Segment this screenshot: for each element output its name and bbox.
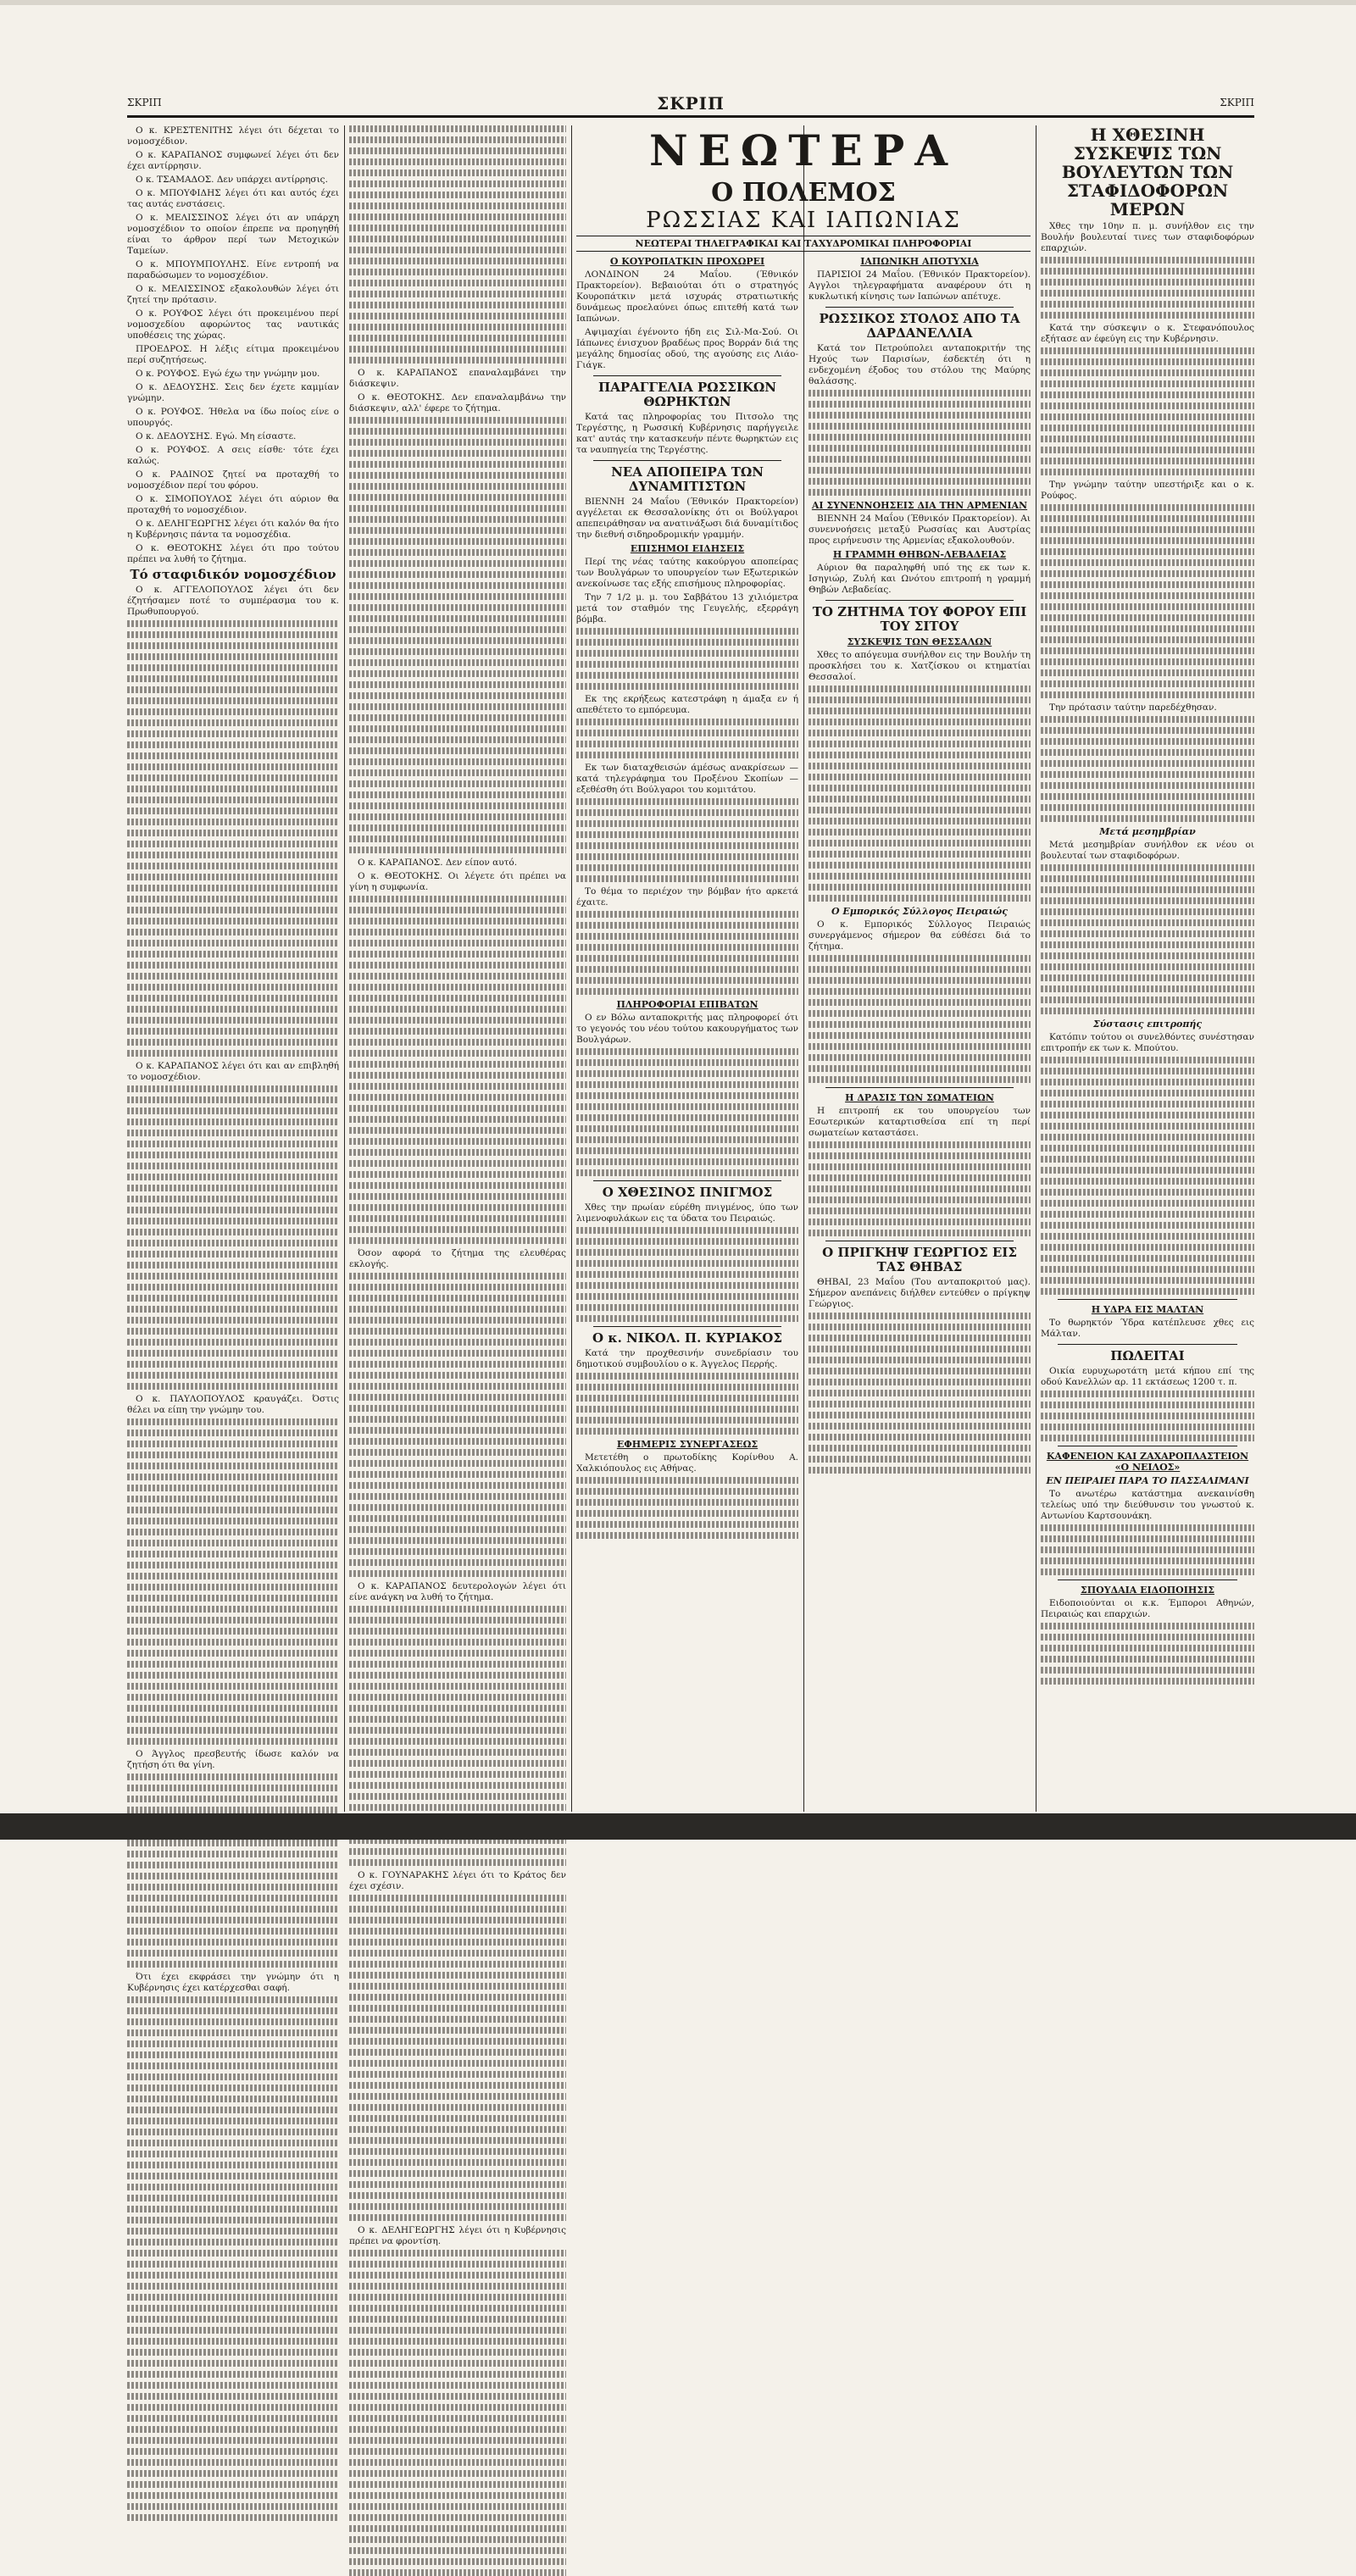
section-subheading: ΕΝ ΠΕΙΡΑΙΕΙ ΠΑΡΑ ΤΟ ΠΑΣΣΑΛΙΜΑΝΙ xyxy=(1046,1475,1249,1486)
paragraph: Ο κ. ΘΕΟΤΟΚΗΣ λέγει ότι προ τούτου πρέπει να λυθή το ζήτημα. xyxy=(127,543,339,564)
paragraph: Εκ της εκρήξεως κατεστράφη η άμαξα εν ή απεθέτετο το εμπόρευμα. xyxy=(576,694,798,715)
scan-edge-bottom xyxy=(0,1813,1356,1840)
paragraph: Ο κ. ΜΕΛΙΣΣΙΝΟΣ εξακολουθών λέγει ότι ζητεί την πρότασιν. xyxy=(127,284,339,305)
column-divider xyxy=(571,125,572,1812)
text-block xyxy=(1041,1623,1254,1685)
text-block xyxy=(809,1141,1031,1236)
text-block xyxy=(349,896,566,1244)
paragraph: ΛΟΝΔΙΝΟΝ 24 Μαΐου. (Έθνικόν Πρακτορείον). Βεβαιούται ότι ο στρατηγός Κουροπάτκιν μετά ισχυράς στρατιωτικής δυνάμεως προελαύνει όπως επιτεθή κατά των Ιαπώνων. xyxy=(576,269,798,324)
text-block xyxy=(576,1373,798,1435)
paragraph: Ο κ. ΚΡΕΣΤΕΝΙΤΗΣ λέγει ότι δέχεται το νομοσχέδιον. xyxy=(127,125,339,147)
text-block xyxy=(1041,1391,1254,1441)
text-block xyxy=(349,125,566,364)
newspaper-page xyxy=(127,92,1254,2246)
paragraph: Μετετέθη ο πρωτοδίκης Κορίνθου Α. Χαλκιόπουλος εις Αθήνας. xyxy=(576,1452,798,1474)
paragraph: Οικία ευρυχωροτάτη μετά κήπου επί της οδού Κανελλών αρ. 11 εκτάσεως 1200 τ. π. xyxy=(1041,1366,1254,1387)
paragraph: Ο κ. ΜΠΟΥΜΠΟΥΛΗΣ. Είνε εντροπή να παραδώσωμεν το νομοσχέδιον. xyxy=(127,259,339,280)
text-block xyxy=(127,1774,339,1968)
section-heading: Η ΥΔΡΑ ΕΙΣ ΜΑΛΤΑΝ xyxy=(1091,1304,1204,1315)
column-divider xyxy=(344,125,345,1812)
section-heading: Η ΔΡΑΣΙΣ ΤΩΝ ΣΩΜΑΤΕΙΩΝ xyxy=(845,1092,994,1103)
paragraph: Ο κ. ΚΑΡΑΠΑΝΟΣ. Δεν είπον αυτό. xyxy=(358,858,518,868)
text-block xyxy=(127,1996,339,2521)
paragraph: Την γνώμην ταύτην υπεστήριξε και ο κ. Ρούφος. xyxy=(1041,480,1254,501)
paragraph: ΠΑΡΙΣΙΟΙ 24 Μαΐου. (Έθνικόν Πρακτορείον). Αγγλοι τηλεγραφήματα αναφέρουν ότι η κυκλωτική κίνησις των Ιαπώνων απέτυχε. xyxy=(809,269,1031,302)
masthead-right: ΣΚΡΙΠ xyxy=(1220,97,1254,108)
masthead xyxy=(127,92,1254,118)
paragraph: Ότι έχει εκφράσει την γνώμην ότι η Κυβέρνησις έχει κατέρχεσθαι σαφή. xyxy=(127,1972,339,1993)
section-heading: Ο κ. ΝΙΚΟΛ. Π. ΚΥΡΙΑΚΟΣ xyxy=(592,1330,782,1346)
paragraph: Το θωρηκτόν Ύδρα κατέπλευσε χθες εις Μάλταν. xyxy=(1041,1318,1254,1339)
paragraph: Εκ των διαταχθεισών άμέσως ανακρίσεων — κατά τηλεγράφημα του Προξένου Σκοπίων — εξεθέσθη ότι Βούλγαροι του κομιτάτου. xyxy=(576,763,798,795)
paragraph: Μετά μεσημβρίαν συνήλθον εκ νέου οι βουλευταί των σταφιδοφόρων. xyxy=(1041,840,1254,861)
text-block xyxy=(1041,1524,1254,1575)
section-heading: ΠΑΡΑΓΓΕΛΙΑ ΡΩΣΣΙΚΩΝ ΘΩΡΗΚΤΩΝ xyxy=(598,380,776,409)
text-block xyxy=(809,955,1031,1083)
column-2 xyxy=(349,125,566,2246)
paragraph: Ο κ. ΔΕΔΟΥΣΗΣ. Εγώ. Μη είσαστε. xyxy=(136,431,297,441)
text-block xyxy=(349,417,566,853)
paragraph: Ο κ. ΔΕΛΗΓΕΩΡΓΗΣ λέγει ότι καλόν θα ήτο η Κυβέρνησις πάντα τα νομοσχέδια. xyxy=(127,519,339,540)
section-heading: Σύστασις επιτροπής xyxy=(1092,1019,1203,1030)
paragraph: Την πρότασιν ταύτην παρεδέχθησαν. xyxy=(1049,702,1217,713)
paragraph: Η επιτροπή εκ του υπουργείου των Εσωτερικών καταρτισθείσα επί τη περί σωματείων καταστάσει. xyxy=(809,1106,1031,1138)
paragraph: Ο κ. ΡΑΔΙΝΟΣ ζητεί να προταχθή το νομοσχέδιον περί του φόρου. xyxy=(127,469,339,491)
paragraph: Κατόπιν τούτου οι συνελθόντες συνέστησαν επιτροπήν εκ των κ. Μπούτου. xyxy=(1041,1032,1254,1053)
column-1 xyxy=(127,125,339,1993)
paragraph: ΘΗΒΑΙ, 23 Μαΐου (Του ανταποκριτού μας). Σήμερον ανεπάνεις διήλθεν εντεύθεν ο πρίγκηψ Γεώργιος. xyxy=(809,1277,1031,1309)
section-heading: ΙΑΠΩΝΙΚΗ ΑΠΟΤΥΧΙΑ xyxy=(860,256,979,267)
war-heading-line1: Ο ΠΟΛΕΜΟΣ xyxy=(711,178,896,208)
paragraph: Ο κ. ΑΓΓΕΛΟΠΟΥΛΟΣ λέγει ότι δεν έζητήσαμεν ποτέ το συμπέρασμα του κ. Πρωθυπουργού. xyxy=(127,585,339,617)
section-heading: Ο ΚΟΥΡΟΠΑΤΚΙΝ ΠΡΟΧΩΡΕΙ xyxy=(609,256,765,267)
text-block xyxy=(576,1048,798,1176)
text-block xyxy=(809,686,1031,902)
text-block xyxy=(127,1418,339,1745)
paragraph: Αψιμαχίαι έγένοντο ήδη εις Σιλ-Μα-Σού. Οι Ιάπωνες ένισχυον βραδέως προς Βορράν διά της μεγάλης δημοσίας οδού, της αγούσης εις Λιάο-Γιάγκ. xyxy=(576,327,798,370)
section-heading: Μετά μεσημβρίαν xyxy=(1099,826,1196,837)
text-block xyxy=(576,1477,798,1539)
paragraph: Ο κ. ΜΕΛΙΣΣΙΝΟΣ λέγει ότι αν υπάρχη νομοσχέδιον το οποίον έπρεπε να προηγηθή είναι το άρθρον περί των Μετοχικών Ταμείων. xyxy=(127,213,339,256)
paragraph: Το θέμα το περιέχον την βόμβαν ήτο αρκετά έχαιτε. xyxy=(576,886,798,908)
paragraph: Ο Άγγλος πρεσβευτής ίδωσε καλόν να ζητήση ότι θα γίνη. xyxy=(127,1749,339,1770)
column-4 xyxy=(809,256,1031,1812)
paragraph: Κατά την προχθεσινήν συνεδρίασιν του δημοτικού συμβουλίου ο κ. Άγγελος Περρής. xyxy=(576,1348,798,1369)
paragraph: Χθες το απόγευμα συνήλθον εις την Βουλήν τη προσκλήσει του κ. Χατζίσκου οι κτηματίαι Θεσσαλοί. xyxy=(809,650,1031,682)
paragraph: Χθες την 10ην π. μ. συνήλθον εις την Βουλήν βουλευταί τινες των σταφιδοφόρων επαρχιών. xyxy=(1041,221,1254,253)
section-heading: Τό σταφιδικόν νομοσχέδιον xyxy=(130,567,336,582)
paragraph: ΒΙΕΝΝΗ 24 Μαΐου (Έθνικόν Πρακτορείον) αγγέλεται εκ Θεσσαλονίκης ότι οι Βούλγαροι απεπειράθησαν να ανατινάξωσι διά δυναμίτιδος την διεθνή σιδηροδρομικήν γραμμήν. xyxy=(576,497,798,540)
text-block xyxy=(349,2250,566,2576)
paragraph: Όσον αφορά το ζήτημα της ελευθέρας εκλογής. xyxy=(349,1248,566,1269)
text-block xyxy=(576,628,798,690)
paragraph: Ο κ. ΘΕΟΤΟΚΗΣ. Οι λέγετε ότι πρέπει να γίνη η συμφωνία. xyxy=(349,871,566,892)
section-heading: ΣΠΟΥΔΑΙΑ ΕΙΔΟΠΟΙΗΣΙΣ xyxy=(1080,1585,1215,1596)
paragraph: Ο κ. ΣΙΜΟΠΟΥΛΟΣ λέγει ότι αύριον θα προταχθή το νομοσχέδιον. xyxy=(127,494,339,515)
text-block xyxy=(127,620,339,1057)
column-3 xyxy=(576,256,798,1812)
neotera-banner: ΝΕΩΤΕΡΑ xyxy=(648,125,959,175)
section-heading: Ο Εμπορικός Σύλλογος Πειραιώς xyxy=(831,906,1008,917)
section-heading: ΡΩΣΣΙΚΟΣ ΣΤΟΛΟΣ ΑΠΟ ΤΑ ΔΑΡΔΑΝΕΛΛΙΑ xyxy=(819,311,1020,341)
section-heading: ΕΦΗΜΕΡΙΣ ΣΥΝΕΡΓΑΣΕΩΣ xyxy=(616,1439,759,1450)
text-block xyxy=(809,1313,1031,1474)
paragraph: Κατά την σύσκεψιν ο κ. Στεφανόπουλος εξήτασε αν έφεύγη εις την Κυβέρνησιν. xyxy=(1041,323,1254,344)
text-block xyxy=(1041,864,1254,1014)
paragraph: Ο κ. ΘΕΟΤΟΚΗΣ. Δεν επαναλαμβάνω την διάσκεψιν, αλλ' έφερε το ζήτημα. xyxy=(349,392,566,414)
text-block xyxy=(1041,1057,1254,1295)
paragraph: Περί της νέας ταύτης κακούργου αποπείρας των Βουλγάρων το υπουργείον των Εξωτερικών ανεκοίνωσε τας εξής επισήμους πληροφορίας. xyxy=(576,557,798,589)
section-heading: ΕΠΙΣΗΜΟΙ ΕΙΔΗΣΕΙΣ xyxy=(630,543,745,554)
paragraph: Ο κ. ΜΠΟΥΦΙΔΗΣ λέγει ότι και αυτός έχει τας αυτάς ενστάσεις. xyxy=(127,188,339,209)
text-block xyxy=(127,1085,339,1390)
paragraph: Ο κ. ΡΟΥΦΟΣ. Εγώ έχω την γνώμην μου. xyxy=(136,369,320,379)
paragraph: Ο κ. ΚΑΡΑΠΑΝΟΣ λέγει ότι και αν επιβληθή το νομοσχέδιον. xyxy=(127,1061,339,1082)
paragraph: ΠΡΟΕΔΡΟΣ. Η λέξις είτιμα προκειμένου περί συζητήσεως. xyxy=(127,344,339,365)
paragraph: Ο κ. ΔΕΔΟΥΣΗΣ. Σεις δεν έχετε καμμίαν γνώμην. xyxy=(127,382,339,403)
paragraph: Ο κ. ΤΣΑΜΑΔΟΣ. Δεν υπάρχει αντίρρησις. xyxy=(136,175,328,185)
paragraph: Ο κ. Εμπορικός Σύλλογος Πειραιώς συνεργάμενος σήμερον θα εύθέσει διά το ζήτημα. xyxy=(809,919,1031,952)
column-5 xyxy=(1041,125,1254,1812)
paragraph: Ο εν Βόλω ανταποκριτής μας πληροφορεί ότι το γεγονός του νέου τούτου κακουργήματος των Βουλγάρων. xyxy=(576,1013,798,1045)
paragraph: Ο κ. ΡΟΥΦΟΣ. Α σεις είσθε· τότε έχει καλώς. xyxy=(127,445,339,466)
paragraph: Ο κ. ΡΟΥΦΟΣ λέγει ότι προκειμένου περί νομοσχεδίου αφορώντος τας ναυτικάς υποθέσεις της χώρας. xyxy=(127,308,339,341)
paragraph: Ο κ. ΚΑΡΑΠΑΝΟΣ συμφωνεί λέγει ότι δεν έχει αντίρρησιν. xyxy=(127,150,339,171)
text-block xyxy=(1041,716,1254,822)
paragraph: Την 7 1/2 μ. μ. του Σαββάτου 13 χιλιόμετρα μετά τον σταθμόν της Γευγελής, εξερράγη βόμβα. xyxy=(576,592,798,625)
section-heading: Ο ΧΘΕΣΙΝΟΣ ΠΝΙΓΜΟΣ xyxy=(602,1185,773,1200)
section-heading: ΚΑΦΕΝΕΙΟΝ ΚΑΙ ΖΑΧΑΡΟΠΛΑΣΤΕΙΟΝ «Ο ΝΕΙΛΟΣ» xyxy=(1046,1451,1249,1473)
section-heading: Η ΧΘΕΣΙΝΗ ΣΥΣΚΕΨΙΣ ΤΩΝ ΒΟΥΛΕΥΤΩΝ ΤΩΝ ΣΤΑΦΙΔΟΦΟΡΩΝ ΜΕΡΩΝ xyxy=(1061,125,1234,219)
column-divider xyxy=(803,125,804,1812)
section-heading: Ο ΠΡΙΓΚΗΨ ΓΕΩΡΓΙΟΣ ΕΙΣ ΤΑΣ ΘΗΒΑΣ xyxy=(822,1245,1017,1274)
paragraph: Ο κ. ΔΕΛΗΓΕΩΡΓΗΣ λέγει ότι η Κυβέρνησις πρέπει να φροντίση. xyxy=(349,2225,566,2246)
text-block xyxy=(1041,504,1254,698)
paragraph: Ο κ. ΡΟΥΦΟΣ. Ήθελα να ίδω ποίος είνε ο υπουργός. xyxy=(127,407,339,428)
section-subheading: ΣΥΣΚΕΨΙΣ ΤΩΝ ΘΕΣΣΑΛΩΝ xyxy=(847,636,992,647)
text-block xyxy=(1041,347,1254,475)
section-heading: ΠΩΛΕΙΤΑΙ xyxy=(1110,1348,1185,1363)
text-block xyxy=(576,798,798,882)
paragraph: Χθες την πρωίαν εύρέθη πνιγμένος, ύπο των λιμενοφυλάκων εις τα ύδατα του Πειραιώς. xyxy=(576,1202,798,1224)
section-heading: ΑΙ ΣΥΝΕΝΝΟΗΣΕΙΣ ΔΙΑ ΤΗΝ ΑΡΜΕΝΙΑΝ xyxy=(811,500,1028,511)
paragraph: Το ανωτέρω κατάστημα ανεκαινίσθη τελείως υπό την διεύθυνσιν του γνωστού κ. Αντωνίου Καρτσουνάκη. xyxy=(1041,1489,1254,1521)
text-block xyxy=(809,390,1031,496)
section-heading: ΝΕΑ ΑΠΟΠΕΙΡΑ ΤΩΝ ΔΥΝΑΜΙΤΙΣΤΩΝ xyxy=(611,464,764,494)
paragraph: Ο κ. ΠΑΥΛΟΠΟΥΛΟΣ κραυγάζει. Όστις θέλει να είπη την γνώμην του. xyxy=(127,1394,339,1415)
section-heading: ΤΟ ΖΗΤΗΜΑ ΤΟΥ ΦΟΡΟΥ ΕΠΙ ΤΟΥ ΣΙΤΟΥ xyxy=(812,604,1027,634)
paragraph: Ειδοποιούνται οι κ.κ. Έμποροι Αθηνών, Πειραιώς και επαρχιών. xyxy=(1041,1598,1254,1619)
paragraph: Ο κ. ΓΟΥΝΑΡΑΚΗΣ λέγει ότι το Κράτος δεν έχει σχέσιν. xyxy=(349,1870,566,1891)
paragraph: Ο κ. ΚΑΡΑΠΑΝΟΣ δευτερολογών λέγει ότι είνε ανάγκη να λυθή το ζήτημα. xyxy=(349,1581,566,1602)
masthead-title: ΣΚΡΙΠ xyxy=(657,93,725,114)
section-heading: Η ΓΡΑΜΜΗ ΘΗΒΩΝ-ΛΕΒΑΔΕΙΑΣ xyxy=(832,549,1007,560)
scan-edge-top xyxy=(0,0,1356,5)
paragraph: Κατά τας πληροφορίας του Πιτσολο της Τεργέστης, η Ρωσσική Κυβέρνησις παρήγγειλε κατ' αυτάς την κατασκευήν πέντε θωρηκτών εις τα ναυπηγεία της Τεργέστης. xyxy=(576,412,798,455)
paragraph: ΒΙΕΝΝΗ 24 Μαΐου (Έθνικόν Πρακτορείον). Αι συνεννοήσεις μεταξύ Ρωσσίας και Αυστρίας προς ειρήνευσιν της Αρμενίας εξακολουθούν. xyxy=(809,514,1031,546)
text-block xyxy=(576,719,798,758)
war-subheading: ΝΕΩΤΕΡΑΙ ΤΗΛΕΓΡΑΦΙΚΑΙ ΚΑΙ ΤΑΧΥΔΡΟΜΙΚΑΙ ΠΛΗΡΟΦΟΡΙΑΙ xyxy=(576,236,1031,252)
masthead-left: ΣΚΡΙΠ xyxy=(127,97,162,108)
war-heading-line2: ΡΩΣΣΙΑΣ ΚΑΙ ΙΑΠΩΝΙΑΣ xyxy=(646,208,961,233)
text-block xyxy=(349,1895,566,2221)
paragraph: Ο κ. ΚΑΡΑΠΑΝΟΣ επαναλαμβάνει την διάσκεψιν. xyxy=(349,368,566,389)
text-block xyxy=(349,1273,566,1577)
text-block xyxy=(576,911,798,995)
section-heading: ΠΛΗΡΟΦΟΡΙΑΙ ΕΠΙΒΑΤΩΝ xyxy=(616,999,759,1010)
paragraph: Κατά τον Πετρούπολει ανταποκριτήν της Ηχούς των Παρισίων, έσδεκτέη ότι η ενδεχομένη έξοδος του στόλου της Μαύρης θαλάσσης. xyxy=(809,343,1031,386)
text-block xyxy=(1041,257,1254,319)
text-block xyxy=(576,1227,798,1322)
paragraph: Αύριον θα παραληφθή υπό της εκ των κ. Ισηγιώρ, Ζυλή και Ωνότου επιτροπή η γραμμή Θηβών Λεβαδείας. xyxy=(809,563,1031,595)
